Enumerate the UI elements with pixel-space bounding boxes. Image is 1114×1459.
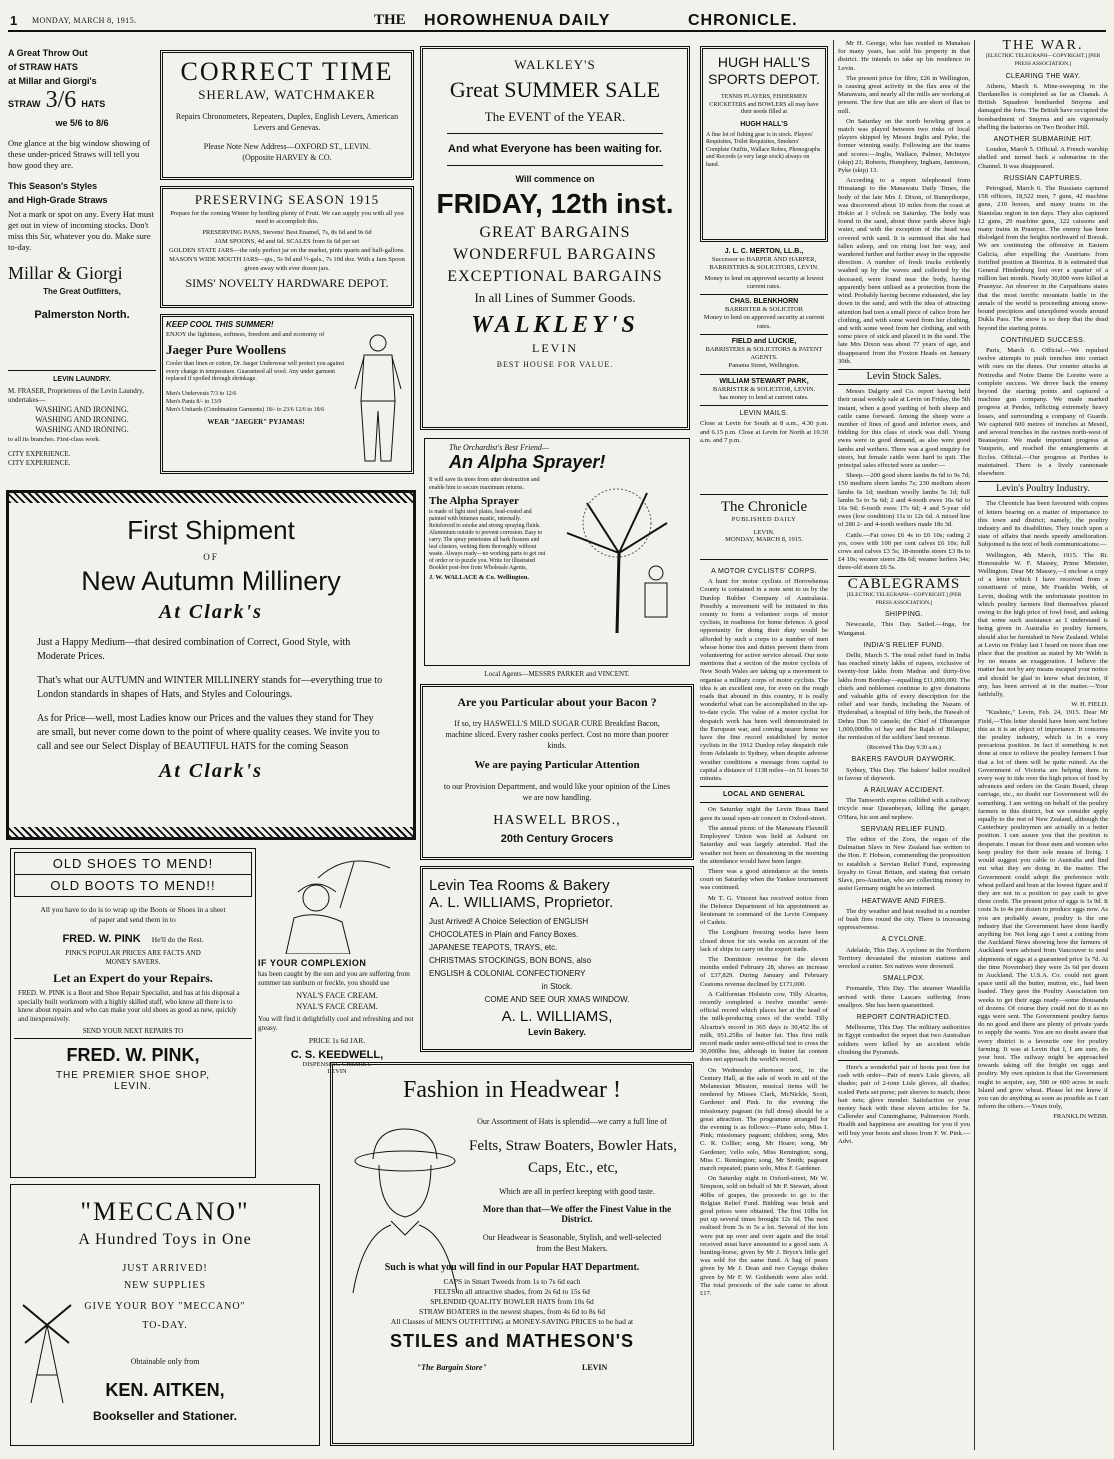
straw-l4c: HATS xyxy=(81,99,106,109)
complexion-title: IF YOUR COMPLEXION xyxy=(258,958,367,968)
bacon-p2: We are paying Particular Attention xyxy=(474,759,640,771)
bacon-p1: If so, try HASWELL'S MILD SUGAR CURE Breakfast Bacon, machine sliced. Every rasher cooks perfect. Cost no more than poorer kinds. xyxy=(445,719,669,750)
jaeger-body: Cooler than linen or cotton, Dr. Jaeger Underwear will protect you against every change in temperature. Guaranteed all wool. Any under garment replaced if spoiled through shrinkage. xyxy=(166,361,345,382)
page-number: 1 xyxy=(10,13,18,28)
millinery-title2: New Autumn Millinery xyxy=(81,566,341,596)
meccano-l3: GIVE YOUR BOY "MECCANO" xyxy=(84,1301,246,1312)
millinery-title1: First Shipment xyxy=(127,515,295,545)
tearooms-l1: Just Arrived! A Choice Selection of ENGLISH xyxy=(429,917,589,926)
news-item: On Saturday on the north bowling green a match was played between two rinks of local players skipped by Messrs Inglis and Pyke, the former winning easily. Following are the teams and scores:—Inglis, Wallace, Palmer, McIntyre (skip) 21; Roberts, Humphrey, Ingham, Jamieson, Pyke (skip) 13. xyxy=(838,117,970,175)
meccano-l2: NEW SUPPLIES xyxy=(123,1280,207,1291)
boots-l2: OLD BOOTS TO MEND!! xyxy=(14,875,252,897)
tearooms-l4: CHRISTMAS STOCKINGS, BON BONS, also xyxy=(429,956,592,965)
straw-body2: Not a mark or spot on any. Every Hat must get out in view of incoming stocks. Don't miss this Sir, whatever you do. Make sure to-day. xyxy=(8,209,154,252)
news-item: Mr H. George, who has resided in Manakau for many years, has sold his property in that district. He intends to take up his residence in Levin. xyxy=(838,40,970,72)
meccano-l1: JUST ARRIVED! xyxy=(122,1263,208,1274)
millinery-of: OF xyxy=(203,552,219,562)
news-item: Sheep.—200 good shorn lambs 8s 6d to 9s 7d; 150 medium shorn lambs 7s; 230 medium shorn lambs 6s 1d; medium woolly lambs 5s 1d; full lambs 5s to 5s 6d; 2 and 4-tooth ewes 16s 6d to 16s 9d; 6-tooth ewes 17s 6d; 4 and 5-year old ewes (low condition) 11s to 12s 6d. A mixed line of 280 2- and 4-tooth wethers made 18s 3d. xyxy=(838,472,970,529)
sprayer-kicker: The Orchardist's Best Friend— xyxy=(449,443,550,452)
poultry-signature: FRANKLIN WEBB. xyxy=(1053,1113,1108,1121)
straw-l7: and High-Grade Straws xyxy=(8,195,108,205)
cable-item: The Tamworth express collided with a railway tricycle near Queanbeyan, killing the ganger, O'Hara, his son and nephew. xyxy=(838,797,970,821)
laundry-ad xyxy=(8,376,156,486)
cable-heading: SHIPPING. xyxy=(884,611,924,619)
bacon-p3: to our Provision Department, and would like your opinion of the Lines we are now handling. xyxy=(443,782,671,802)
sprayer-local: Local Agents—MESSRS PARKER and VINCENT. xyxy=(484,670,630,678)
walkley-title: Great SUMMER SALE xyxy=(449,77,661,102)
walkley-commence: Will commence on xyxy=(515,174,595,184)
headwear-tag: "The Bargain Store" xyxy=(416,1363,487,1372)
correct-time-name: SHERLAW, WATCHMAKER xyxy=(198,87,376,102)
hughhall-name: HUGH HALL'S xyxy=(740,120,788,128)
cable-heading: INDIA'S RELIEF FUND. xyxy=(863,641,945,649)
meccano-tag: Bookseller and Stationer. xyxy=(92,1409,238,1423)
walkley-place: LEVIN xyxy=(532,341,578,355)
preserving-intro: Prepare for the coming Winter by bottling plenty of Fruit. We can supply you with all you need to accomplish this. xyxy=(170,210,404,225)
jaeger-ad xyxy=(160,314,414,474)
blenkhorn-name: CHAS. BLENKHORN xyxy=(729,298,799,306)
cable-heading: BAKERS FAVOUR DAYWORK. xyxy=(851,756,957,764)
chronicle-title: The Chronicle xyxy=(720,499,808,515)
millinery-p1: Just a Happy Medium—that desired combination of Correct, Good Style, with Moderate Prices. xyxy=(37,637,351,662)
news-item: Cattle.—Fat cows £6 4s to £6 10s; rading 2 yrs, cows with 100 per cent calves £6 10s; full cows and calves £3 5s; 18-months steers £3 8s to £4 10s; weaner steers 28s 6d; weaner heifers 34s; three-old steers £6 5s. xyxy=(838,531,970,572)
news-item: The Longburn freezing works have been closed down for six weeks on account of the lack of ships to carry on the export trade. xyxy=(700,929,828,953)
merton-loans: Money to lend on approved security at lowest current rates. xyxy=(704,274,824,290)
war-item: London, March 5. Official. A French warship shelled and turned back a submarine in the Channel. It was disappeared. xyxy=(978,146,1108,170)
walkley-wait: And what Everyone has been waiting for. xyxy=(448,143,662,155)
news-item: There was a good attendance at the tennis court on Saturday when the Yankee tournament was continued. xyxy=(700,867,828,892)
cable-item: The editor of the Zora, the organ of the Dalmatian Slavs in New Zealand has written to the Hon. F. Hobson, commending the proposition to establish a Servian Relief Fund, expressing loyalty to Great Britain, and stating that certain Slavs, pro-Austrian, who are collecting money to assist Germany might be so interned. xyxy=(838,836,970,893)
complexion-role: DISPENSING CHEMIST. xyxy=(302,1061,372,1068)
tearooms-firm: A. L. WILLIAMS, xyxy=(501,1008,613,1025)
tearooms-l5: ENGLISH & COLONIAL CONFECTIONERY xyxy=(429,969,586,978)
man-in-underwear-illustration xyxy=(351,331,405,467)
poultry-heading: Levin's Poultry Industry. xyxy=(996,484,1090,495)
complexion-price: PRICE 1s 6d JAR. xyxy=(308,1036,366,1045)
man-in-hat-illustration xyxy=(343,1125,467,1295)
stewart-detail: BARRISTER & SOLICITOR, LEVIN. xyxy=(712,385,816,393)
cable-item: Adelaide, This Day. A cyclone in the Northern Territory devastated the mission stations and wrecked a cutter. Six natives were drowned. xyxy=(838,946,970,970)
headwear-title: Fashion in Headwear ! xyxy=(403,1077,621,1103)
war-title: THE WAR. xyxy=(1002,40,1084,53)
cable-item: The dry weather and heat resulted in a number of bush fires round the city. There is increasing oppressiveness. xyxy=(838,907,970,932)
headwear-p1: Which are all in perfect keeping with good taste. xyxy=(499,1187,655,1196)
masthead-the: THE xyxy=(374,12,406,28)
sprayer-body: is made of light steel plates, lead-coated and painted with bitumen mastic, internally. Reinforced to smoke and strong spraying fluids. Aluminium outside to prevent corrosion. Easy to carry. The spray penetrates all bark fissures and leaf clusters, wetting them thoroughly without waste. Always ready—no working parts to get out of order or to puzzle you. Write for illustrated Booklet post-free from Wholesale Agents, xyxy=(429,509,546,571)
cablegrams-sub: [ELECTRIC TELEGRAPH—COPYRIGHT.] [PER PRESS ASSOCIATION.] xyxy=(846,591,962,606)
meccano-l5: Obtainable only from xyxy=(130,1357,200,1366)
tearooms-l7: COME AND SEE OUR XMAS WINDOW. xyxy=(484,995,630,1004)
straw-place: Palmerston North. xyxy=(34,309,130,321)
cable-heading: SMALLPOX. xyxy=(882,975,926,983)
masthead-chronicle: CHRONICLE. xyxy=(688,12,798,29)
divider xyxy=(8,370,156,371)
field-detail: BARRISTERS & SOLICITORS & PATENT AGENTS. xyxy=(705,346,823,362)
boots-p3: FRED. W. PINK is a Boot and Shoe Repair Specialist, and has at his disposal a specially built workroom with a highly skilled staff, who know all there is to know about repairs and who can make your old shoes as good as new, quickly and inexpensively. xyxy=(18,989,240,1023)
war-column xyxy=(978,40,1108,1450)
war-item: Paris, March 6. Official.—We repulsed twelve attempts to push trenches into contact with ours on the dunes. Our counter attacks at Nottredia and Notre Dame De Lorette were a complete success. We drove back the enemy beyond the starting points and captured a machine gun company. We made marked progress at Perdes, inflicting extremely heavy losses, and surrounding a company of Guards. We captured 600 metres of trenches at Mesnil, and several trenches in the ravines north-west of Beausejour. We made important progress at Vauquois, and reached the entanglements at Eccles. Official.—Our progress at Perthes is maintained. There is a lively cannonade elsewhere. xyxy=(978,346,1108,477)
complexion-l1: NYAL'S FACE CREAM. xyxy=(296,991,378,1000)
news-column-5 xyxy=(838,40,970,1450)
millinery-at2: At Clark's xyxy=(159,760,263,782)
jaeger-row: Men's Unitards (Combination Garments) 18/- to 23/6 12/6 to 18/6 xyxy=(166,406,325,413)
war-heading: ANOTHER SUBMARINE HIT. xyxy=(993,136,1093,144)
cable-heading: SERVIAN RELIEF FUND. xyxy=(860,825,948,833)
jaeger-kicker: KEEP COOL THIS SUMMER! xyxy=(166,320,274,329)
news-item: According to a report telephoned from Himatangi to the Manawatu Daily Times, the body of the late Mrs J. Dixon, of Bunnythorpe, was discovered about 10 miles from the coast at Hokio at 1 o'clock on Saturday. The body was found in the sand, about three yards above high water, and with the exception of the head was covered with sand. It is surmised that she had fallen asleep, and on rising lost her way, and wandered further and further away in the opposite direction. A number of fresh tracks evidently washed up by the waves and collected by the deceased, were found near the body, having apparently been utilised as a protection from the wind. Probably having become exhausted, she lay down in the sand, and with the idea of attracting attention had torn a small piece of calico from her clothing, and with some weed from her clothing, and with some weed from her clothing, and with some piece of stick and placed it in the sand. The late Mrs Dixon was about 77 years of age, and disappeared from the Foxton Heads on January 30th. xyxy=(838,177,970,365)
poultry-signature: W. H. FIELD. xyxy=(1071,701,1108,709)
preserving-l4: MASON'S WIDE MOUTH JARS—qts., 5s 9d and ½-gals., 7s 10d doz. With a Jam Spoon given away with ever dozen jars. xyxy=(169,256,405,272)
column-rule xyxy=(833,40,834,1450)
correct-time-opposite: (Opposite HARVEY & CO. xyxy=(242,153,332,162)
correct-time-ad xyxy=(160,50,414,180)
cable-item: Melbourne, This Day. The military authorities in Egypt contradict the report that two Australian soldiers were killed by an accident while climbing the Pyramids. xyxy=(838,1024,970,1056)
millinery-at: At Clark's xyxy=(159,601,263,623)
boots-tag: THE PREMIER SHOE SHOP, xyxy=(55,1070,211,1081)
straw-body1: One glance at the big window showing of these under-priced Straws will tell you how good they are. xyxy=(8,138,150,170)
jaeger-row: Men's Undervests 7/3 to 12/6 xyxy=(166,390,237,397)
headwear-place: LEVIN xyxy=(581,1363,608,1372)
tearooms-ad xyxy=(420,866,694,1052)
headwear-r4: STRAW BOATERS in the newest shapes, from 4s 6d to 8s 6d xyxy=(419,1307,605,1316)
motor-cyclists-heading: A MOTOR CYCLISTS' CORPS. xyxy=(711,568,817,575)
tearooms-l6: in Stock. xyxy=(541,982,573,991)
headwear-firm: STILES and MATHESON'S xyxy=(390,1331,634,1351)
millinery-ad xyxy=(6,490,416,840)
complexion-place: LEVIN xyxy=(327,1068,347,1075)
news-item: On Saturday night the Levin Brass Band gave its usual open-air concert in Oxford-street. xyxy=(700,806,828,822)
cable-item: Fremantle, This Day. The steamer Wandilla arrived with three Lascars suffering from smallpox. She has been quarantined. xyxy=(838,985,970,1009)
jaeger-name: Jaeger Pure Woollens xyxy=(166,342,286,357)
straw-firm: Millar & Giorgi xyxy=(8,263,123,283)
jaeger-footer: WEAR "JAEGER" PYJAMAS! xyxy=(207,417,305,426)
straw-hats-ad xyxy=(8,46,156,346)
middle-news-column xyxy=(700,564,828,1450)
hughhall-ad xyxy=(700,46,828,242)
straw-price: 3/6 xyxy=(45,87,77,113)
column-rule xyxy=(974,40,975,1450)
news-item: The present price for fibre, £26 in Wellington, is causing great activity in the flax area of the Manawatu, and nearly all the mills are working at present. The few that are idle are short of flax to mill. xyxy=(838,74,970,115)
chronicle-header xyxy=(700,494,828,560)
straw-tag: The Great Outfitters, xyxy=(43,287,121,296)
news-item: Mr T. G. Vincent has received notice from the Defence Department of his appointment as lieutenant in command of the Levin Company of Cadets. xyxy=(700,894,828,927)
walkley-ad xyxy=(420,46,690,430)
news-item: Messrs Dalgety and Co. report having held their usual weekly sale at Levin on Friday, the 5th instant, when a good yarding of both sheep and cattle came forward. Among the sheep were a number of lines of good and inferior ewes, and bidding for this class of stock was dull. Young ewes were in good demand, as also were good lambs and wethers. There was a good enquiry for steers, but female cattle were hard to quit. The principal sales effected were as under:— xyxy=(838,388,970,469)
laundry-l5: to all its branches. First-class work. xyxy=(8,436,101,443)
blenkhorn-loans: Money to lend on approved security at current rates. xyxy=(703,314,825,330)
straw-l6: This Season's Styles xyxy=(8,181,98,191)
laundry-l6: CITY EXPERIENCE. xyxy=(8,450,71,458)
correct-time-address: Please Note New Address—OXFORD ST., LEVIN. xyxy=(203,142,371,151)
masthead-date: MONDAY, MARCH 8, 1915. xyxy=(32,16,137,25)
boots-expert: Let an Expert do your Repairs. xyxy=(53,971,213,985)
laundry-l3: WASHING AND IRONING. xyxy=(35,415,129,424)
tree-with-sprayer-illustration xyxy=(557,483,683,633)
complexion-l2: NYAL'S FACE CREAM. xyxy=(296,1002,378,1011)
cable-item: Newcastle, This Day. Sailed.—Inga, for Wanganui. xyxy=(838,621,970,637)
correct-time-title: CORRECT TIME xyxy=(180,57,394,86)
windmill-illustration xyxy=(17,1295,77,1405)
walkley-day: FRIDAY, 12th inst. xyxy=(436,188,674,219)
boots-l1: OLD SHOES TO MEND! xyxy=(14,852,252,875)
bacon-firm: HASWELL BROS., xyxy=(493,813,621,828)
boots-ad xyxy=(10,848,256,1178)
sprayer-agent: J. W. WALLACE & Co. Wellington. xyxy=(429,574,529,581)
poultry-item: "Kushnic," Levin, Feb. 24, 1915. Dear Mr Field,—This letter should have been sent before this as it is an object of importance. It concerns the poultry industry, which is in a very precarious position. In fact if something is not done at once to relieve the poultry farmers I fear that a lot of them will be quite ruined. As the Government of Victoria are helping them in every way to tide over the high prices of food by advances and orders on the Grain Board, cheap carriage, etc., no doubt our Government will do something. I am writing on behalf of the poultry farmers in this district, but we consider apply equally to the rest of New Zealand, although the Canterbury poultrymen are actually in a better position. I can assure you that the position is desperate. I mean for those men and women who keep poultry for their sole means of living. I would suggest you cable to Australia and find out what they are doing in the matter. The Government could adopt the preference with wheat pollard and bran at the lowest figure and if they are not in a position to pay cash to give three credit. The present price of eggs is 1s 9d. It costs 3s to 4s per dozen to produce eggs now. As you are probably aware, poultry is the one industry that the Government have done hardly anything for. Not long ago I sent a cutting from the Auckland News showing how the farmers of Auckland were advised from Vancouver to send shipments of eggs at a guaranteed price 1s 7d. At the time November) they were 2s 6d per dozen in Auckland. The U.S.A. Co. could not grant space until all the butter, mutton, etc., had been loaded. They gave the Poultry Association ten weeks to get their eggs ready—some thousands of dozens. Of course they could not do it as no eggs were sent. The Government poultry farms do no good and there are plenty of private yards to supply the wants. You are no doubt aware that every district is a favourite one for poultry farming. It was at Levin that I, I am sure, do your best. The railway might be approached towards taking off the freight on eggs and poultry. My own opinion is that the Government ought to acquire, say, 500 or 600 acres in each Island and grow wheat. Please let me know if you can do anything as soon as possible as I can inform the others.—Yours truly, xyxy=(978,709,1108,1111)
bacon-title: Are you Particular about your Bacon ? xyxy=(457,695,657,709)
field-address: Panama Street, Wellington. xyxy=(728,362,800,370)
walkley-event: The EVENT of the YEAR. xyxy=(484,109,626,124)
walkley-logo: WALKLEY'S xyxy=(471,312,639,338)
blenkhorn-detail: BARRISTER & SOLICITOR xyxy=(725,306,803,314)
complexion-firm: C. S. KEEDWELL, xyxy=(290,1049,384,1061)
news-item: The Dominion revenue for the eleven months ended February 28, shows an increase of £37,829. During January and February Customs revenue declined by £171,000. xyxy=(700,955,828,988)
meccano-ad xyxy=(10,1184,320,1446)
walkley-l3: EXCEPTIONAL BARGAINS xyxy=(447,268,663,285)
chronicle-sub: PUBLISHED DAILY xyxy=(731,516,797,523)
boots-p2: PINK'S POPULAR PRICES ARE FACTS AND MONEY SAVERS. xyxy=(65,949,201,966)
walkley-l2: WONDERFUL BARGAINS xyxy=(453,246,657,263)
laundry-l7: CITY EXPERIENCE. xyxy=(8,459,71,467)
cable-item: Sydney, This Day. The bakers' ballot resulted in favour of daywork. xyxy=(838,766,970,782)
zigzag-border xyxy=(9,827,413,837)
straw-l2: of STRAW HATS xyxy=(8,62,78,72)
straw-l5: we 5/6 to 8/6 xyxy=(55,118,109,128)
war-item: Athens, March 6. Mine-sweeping in the Dardanelles is completed as far as Chanak. A British Squadron bombarded Smyrna and damaged the forts. The British have occupied the bombardment of Smyrna and are vigorously shelling the batteries on Two Brother Hill. xyxy=(978,82,1108,131)
war-heading: CLEARING THE WAY. xyxy=(1005,72,1081,80)
poultry-item: Wellington, 4th March, 1915. The Rt. Honourable W. F. Massey, Prime Minister, Wellington. Dear Mr Massey,—I enclose a copy of a letter which I have received from a constituent of mine, Mr Franklin Webb, of Levin, dealing with the unfortunate position in which poultry farmers find themselves placed owing to the high price of fowl food, and asking that some such assistance as I understand is being given in Australia to poultry farmers, should also be furnished in New Zealand. Whilst at Levin on Friday last I heard on more than one place that the position as stated by Mr Webb is by no means an exaggeration. I believe the matter has not by any means escaped your notice and should be glad to know what decision, if any, has been arrived at in the matter.—Your faithfully, xyxy=(978,551,1108,699)
cablegrams-heading: CABLEGRAMS xyxy=(847,575,961,592)
news-item: A Californian Holstein cow, Tilly Alcartra, recently completed a twelve months' semi-official record which places her at the head of the milk-producing cows of the world. Tilly Alcartra's record in 365 days is 30,452 lbs of milk, 951.25lbs of butter fat. This first milk record made under semi-official test to cross the 30,000lbs line, although in butter fat content does not approach the world's record. xyxy=(700,990,828,1064)
masthead xyxy=(8,10,1106,32)
laundry-l2: WASHING AND IRONING. xyxy=(35,405,129,414)
lawyers-column xyxy=(700,248,828,464)
boots-place: LEVIN. xyxy=(114,1081,152,1092)
headwear-p3: Our Headwear is Seasonable, Stylish, and well-selected from the Best Makers. xyxy=(482,1233,662,1253)
war-sub: [ELECTRIC TELEGRAPH—COPYRIGHT.] [PER PRESS ASSOCIATION.] xyxy=(985,53,1101,68)
cable-heading: REPORT CONTRADICTED. xyxy=(856,1013,952,1021)
boots-p1: All you have to do is to wrap up the Boots or Shoes in a sheet of paper and send them in to xyxy=(40,905,226,924)
cable-received: (Received This Day 9.30 a.m.) xyxy=(867,745,941,752)
war-heading: CONTINUED SUCCESS. xyxy=(1000,336,1086,344)
headwear-r3: SPLENDID QUALITY BOWLER HATS from 10s 6d xyxy=(430,1297,594,1306)
preserving-firm: SIMS' NOVELTY HARDWARE DEPOT. xyxy=(185,276,389,290)
sprayer-intro: It will save its trees from utter destruction and enable him to secure maximum returns. xyxy=(429,477,540,491)
preserving-l2: JAM SPOONS, 4d and 6d. SCALES from 6s 6d per set xyxy=(214,238,360,245)
sprayer-title: An Alpha Sprayer! xyxy=(449,452,606,472)
stewart-name: WILLIAM STEWART PARK, xyxy=(719,377,809,385)
hughhall-body: A fine lot of fishing gear is in stock. Players' Requisites, Toilet Requisites, Smokers' Complete Outfits, Wallace Robes, Phonographs and Records (a very large stock) always on hand. xyxy=(706,131,821,168)
chronicle-place: LEVIN. xyxy=(753,529,775,536)
millinery-p3: As for Price—well, most Ladies know our Prices and the values they stand for They are small, but never come down to the point of where quality ceases. We invite you to call and see our Select Display of BEAUTIFUL HATS for the coming Season xyxy=(37,713,380,752)
laundry-line1: M. FRASER, Proprietress of the Levin Laundry, undertakes— xyxy=(8,387,144,404)
walkley-l4: In all Lines of Summer Goods. xyxy=(474,290,636,305)
millinery-p2: That's what our AUTUMN and WINTER MILLINERY stands for—everything true to London standards in shapes of Hats, and Styles and Colourings. xyxy=(37,675,383,700)
boots-send: SEND YOUR NEXT REPAIRS TO xyxy=(82,1027,184,1035)
mails-body: Close at Levin for South at 8 a.m., 4.30 p.m. and 6.15 p.m. Close at Levin for North at 10.30 a.m. and 7 p.m. xyxy=(700,420,828,444)
tearooms-title: Levin Tea Rooms & Bakery xyxy=(429,877,610,894)
headwear-intro: Our Assortment of Hats is splendid—we carry a full line of xyxy=(477,1117,667,1126)
laundry-l4: WASHING AND IRONING. xyxy=(35,425,129,434)
headwear-r5: All Classes of MEN'S OUTFITTING at MONEY-SAVING PRICES to be had at xyxy=(390,1317,634,1326)
mails-title: LEVIN MAILS. xyxy=(739,410,789,418)
meccano-title: "MECCANO" xyxy=(80,1197,250,1226)
stewart-loans: has money to lend at current rates. xyxy=(719,394,809,402)
walkley-tag: BEST HOUSE FOR VALUE. xyxy=(496,360,614,369)
cable-heading: A CYCLONE. xyxy=(881,936,927,944)
cable-item: Delhi, March 5. The total relief fund in India has reached ninety lakhs of rupees, exclusive of twenty-four lakhs from Madras and thirty-five lakhs from Bombay—equalling £11,000,000. The chiefs and noblemen continue to give donations and valuable gifts of every description for the relief and war funds, including the Nazam of Hyderabad, a hospital of fifty beds, the Nawab of Dehra Dun 50 camels; the Chief of Dhurampur 1,000,000lbs of hay and the Rajah of Bilaspur, the remission of the soldiers' land revenue. xyxy=(838,652,970,742)
sprayer-ad xyxy=(424,438,690,666)
chronicle-date: MONDAY, MARCH 8, 1915. xyxy=(725,536,803,543)
tearooms-tag: Levin Bakery. xyxy=(528,1027,586,1037)
local-general-heading: LOCAL AND GENERAL xyxy=(722,791,806,799)
zigzag-border xyxy=(9,493,413,503)
laundry-title: LEVIN LAUNDRY. xyxy=(53,376,111,383)
jaeger-row: Men's Pants 8/- to 13/9 xyxy=(166,398,222,405)
hughhall-title: HUGH HALL'S SPORTS DEPOT. xyxy=(708,54,820,87)
boots-name: FRED. W. PINK xyxy=(62,933,141,945)
merton-name: J. L. C. MERTON, LL.B., xyxy=(724,248,804,255)
boots-firm: FRED. W. PINK, xyxy=(66,1045,200,1065)
cable-heading: HEATWAVE AND FIRES. xyxy=(861,897,947,905)
headwear-ad xyxy=(330,1062,694,1446)
tearooms-l3: JAPANESE TEAPOTS, TRAYS, etc. xyxy=(429,943,558,952)
preserving-l1: PRESERVING PANS, Stevens' Best Enamel, 7s, 8s 6d and 9s 6d xyxy=(202,229,372,236)
straw-l1: A Great Throw Out xyxy=(8,48,88,58)
meccano-l4: TO-DAY. xyxy=(142,1320,188,1331)
field-name: FIELD and LUCKIE, xyxy=(731,337,797,345)
motor-cyclists-text: A hunt for motor cyclists of Horowhenua County is contained in a note sent to us by the Dunlop Rubber Company of Australasia. Possibly a movement will be initiated in this county to form a volunteer corps of motor cyclists, in readiness for home defence. A good opportunity for doing their duty would be afforded by such a corps to a number of men whose home ties and duties prevent them from volunteering for active service abroad. Our note mentions that a section of the motor cyclists of New South Wales are taking up a movement to organise a military corps of motor cyclists. The idea is an excellent one, for even on the rough roads that abound in this country, it is really wonderful what can be accomplished in the up-to-date cycle. The value of a motor cyclist for despatch work has been well demonstrated in the European war, and coming nearer home we have the fine record established by motor cyclists in the 1912 Dunlop relay despatch ride from Adelaide to Sydney, when despite adverse weather conditions a message from capital to capital a distance of 1138 miles—in 51 hours 50 minutes. xyxy=(700,578,828,783)
cable-heading: A RAILWAY ACCIDENT. xyxy=(863,787,945,795)
advertorial: Here's a wonderful pair of boots post free for cash with order—Pair of men's Lisle gloves, all shades; pair of 2-tone Lisle gloves, all shades; scaled Paris set purse; pair sleeves to match; three hair nets; glove mender. Satisfaction or your money back with these eleven articles for 5s. Callender and Cunninghame, Palmerston North. Health and happiness are awaiting for you if you will buy your boots and shoes from F. W. Pink.—Advt. xyxy=(838,1063,970,1145)
masthead-title: HOROWHENUA DAILY xyxy=(424,12,611,29)
headwear-p4: Such is what you will find in our Popular HAT Department. xyxy=(384,1262,640,1273)
boots-he: He'll do the Rest. xyxy=(151,935,204,944)
preserving-l3: GOLDEN STATE JARS—the only perfect jar on the market, pints quarts and half-gallons. xyxy=(169,247,405,254)
complexion-p2: You will find it delightfully cool and refreshing and not greasy. xyxy=(258,1015,414,1032)
complexion-p1: has been caught by the sun and you are suffering from summer tan sunburn or freckle, you should use xyxy=(258,970,410,987)
news-item: On Wednesday afternoon next, in the Century Hall, at the sale of work in aid of the Melanesian Mission, musical items will be rendered by Misses Clark, McNickle, Scott, Gardener and Pink. In the evening the missionary pageant (in full dress) should be a great attraction. The programme arranged for the evening is as follows:—Piano solo, Miss I. Pink; missionary pageant; children; song, Mrs C. R. Collier; song, Mr Hoare; song, Mr Gardener; 'cello solo, Miss Remington; song, Miss C. Remington; song, Mr Smith; pageant march repeated; piano solo, Miss F. Gardener. xyxy=(700,1066,828,1173)
bacon-ad xyxy=(420,684,694,860)
straw-l4a: STRAW xyxy=(8,99,41,109)
sprayer-name: The Alpha Sprayer xyxy=(429,495,519,507)
meccano-sub: A Hundred Toys in One xyxy=(78,1231,252,1248)
correct-time-body: Repairs Chronometers, Repeaters, Duplex, English Levers, American Levers and Genevas. xyxy=(175,112,399,132)
tearooms-l2: CHOCOLATES in Plain and Fancy Boxes. xyxy=(429,930,579,939)
preserving-title: PRESERVING SEASON 1915 xyxy=(194,192,380,207)
merton-detail: Successor to HARPER AND HARPER, BARRISTERS & SOLICITORS, LEVIN. xyxy=(709,256,819,272)
headwear-r2: FELTS in all attractive shades, from 2s 6d to 15s 6d xyxy=(434,1287,590,1296)
walkley-head: WALKLEY'S xyxy=(514,57,596,72)
news-item: The annual picnic of the Manawatu Flaxmill Employees' Union was held at Ashurst on Saturday and was largely attended. Had the weather not been so threatening in the morning the attendance would have been larger. xyxy=(700,824,828,865)
poultry-item: The Chronicle has been favoured with copies of letters bearing on a matter of importance to this town and district; namely, the poultry industry and its disabilities. They touch upon a state of affairs that needs speedy amelioration. Subjoined is the text of both communications:— xyxy=(978,500,1108,549)
tearooms-name: A. L. WILLIAMS, Proprietor. xyxy=(429,894,614,911)
news-item: On Saturday night in Oxford-street, Mr W. Simpson, sold on behalf of Mr P. Stewart, about 40lbs of grapes, the proceeds to go to the Belgian Relief Fund. Bidding was brisk and good prices were obtained. The first 10lbs lot put up several times brought 12s 6d. The next realised from 3s to 5s a lot. Several of the lots were put up over and over again and the total received must have amounted to a good sum. A hunting-horse, given by Mr J. Bryce's little girl was sold for the same fund. A bag of pears given by Mr J. Dean and two Cayuga drakes given by Mr F. W. Goldsmith were also sold. The total proceeds of the sale came to about £17. xyxy=(700,1175,828,1298)
walkley-l1: GREAT BARGAINS xyxy=(479,224,631,241)
headwear-lines: Felts, Straw Boaters, Bowler Hats, Caps, Etc., etc, xyxy=(469,1138,677,1176)
stock-sales-heading: Levin Stock Sales. xyxy=(866,370,942,382)
hughhall-sub: TENNIS PLAYERS, FISHERMEN CRICKETERS and BOWLERS all may have their needs filled at xyxy=(709,94,819,115)
war-item: Petrograd, March 6. The Russians captured 158 officers, 18,522 men, 7 guns, 42 machine guns, 210 horses, and many trains in the Stanislau region in ten days. They also captured 12 guns, 29 machine guns, 122 caissons and many trains in Prasnysz. The enemy has been dislodged from the heights northward of Borsuk. We are continuing the offensive in Eastern Galicia, after expelling the Austrians from fortified position at Bistritza. It is estimated that General Hindenburg lost over a quarter of a million last month. Nearly 30,000 were killed at Prasnysz. An observer in the Carpathians states that the most terrific mountain battle in the annals of the world is proceeding among snow-bound precipices and unexplored woods around Dukla Pass. The snow is so deep that the dead beyond the starting points. xyxy=(978,185,1108,332)
straw-l3: at Millar and Giorgi's xyxy=(8,76,97,86)
preserving-ad xyxy=(160,186,414,308)
war-heading: RUSSIAN CAPTURES. xyxy=(1003,174,1083,182)
headwear-p2: More than that—We offer the Finest Value in the District. xyxy=(482,1204,672,1224)
jaeger-intro: ENJOY the lightness, softness, freedom and and economy of xyxy=(166,331,325,338)
headwear-r1: CAPS in Smart Tweeds from 1s to 7s 6d each xyxy=(443,1277,581,1286)
woman-with-parasol-illustration xyxy=(258,848,408,954)
bacon-tag: 20th Century Grocers xyxy=(500,833,614,845)
meccano-firm: KEN. AITKEN, xyxy=(105,1380,225,1400)
